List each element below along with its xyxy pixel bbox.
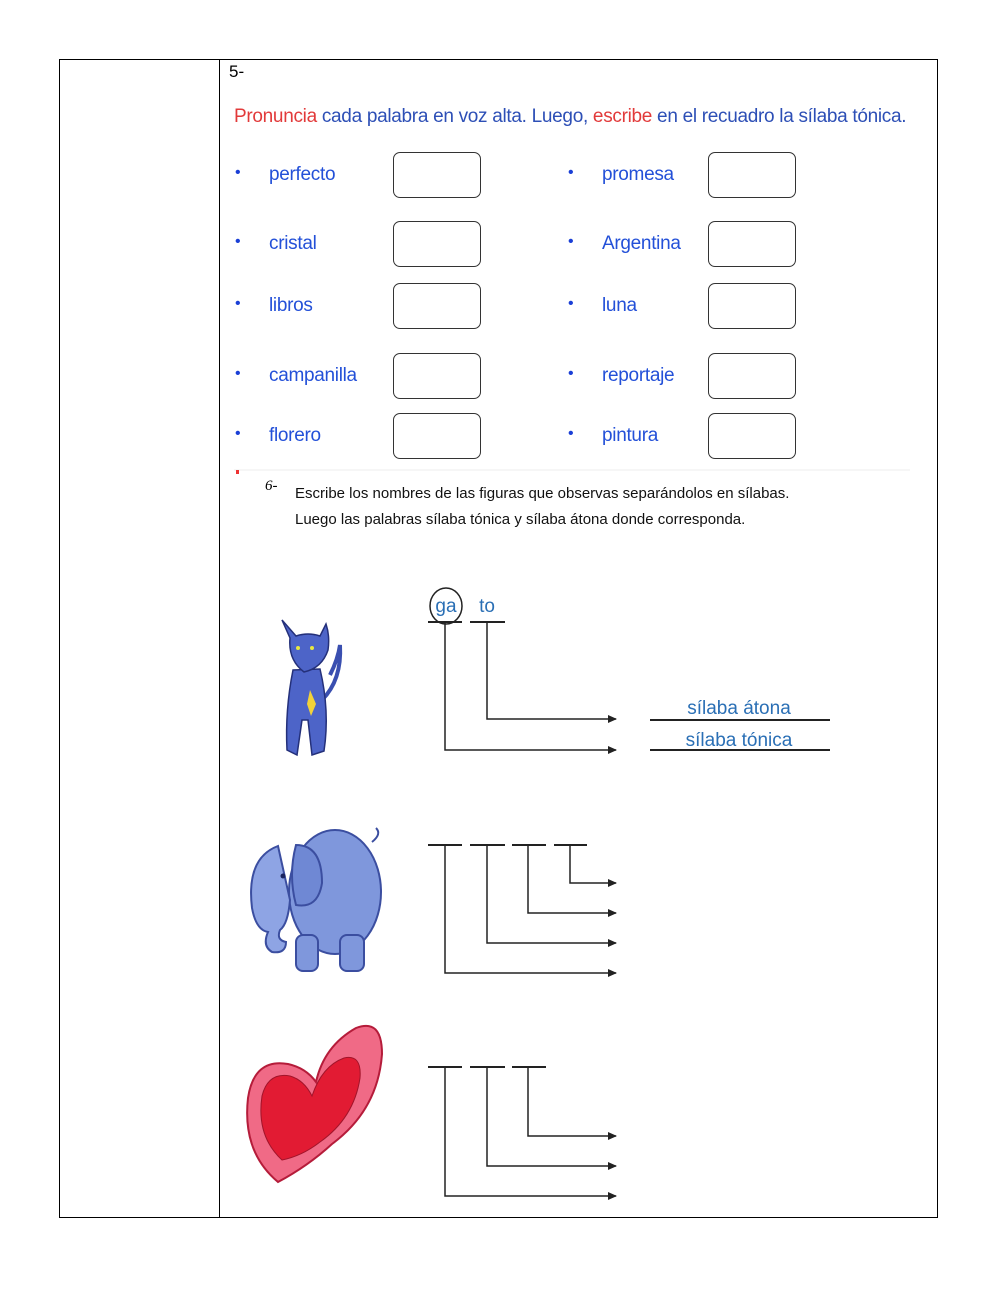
elephant-head <box>251 846 290 952</box>
instruction-line-2: Luego las palabras sílaba tónica y sílaba átona donde corresponda. <box>295 511 746 528</box>
instruction-text-1: cada palabra en voz alta. Luego, <box>316 106 593 127</box>
bullet: • <box>568 425 574 442</box>
bullet: • <box>568 233 574 250</box>
cat-body <box>287 669 327 755</box>
cat-illustration <box>282 620 340 755</box>
gato-diagram <box>428 588 830 751</box>
word-label: Argentina <box>602 233 681 254</box>
word-label: libros <box>269 295 313 316</box>
connector-arrow <box>528 845 616 913</box>
corazon-diagram <box>428 1067 616 1196</box>
connector-arrow <box>487 845 616 943</box>
cat-eye <box>296 646 300 650</box>
connector-arrow <box>487 1067 616 1166</box>
label-silaba-atona: sílaba átona <box>687 698 791 719</box>
word-label: pintura <box>602 425 658 446</box>
bullet: • <box>235 164 241 181</box>
bullet: • <box>235 295 241 312</box>
connector-arrow <box>445 845 616 973</box>
word-label: luna <box>602 295 637 316</box>
exercise-5-number: 5- <box>229 62 245 81</box>
word-label: promesa <box>602 164 674 185</box>
bullet: • <box>568 365 574 382</box>
bullet: • <box>568 164 574 181</box>
bullet: • <box>235 365 241 382</box>
connector-arrow <box>445 1067 616 1196</box>
label-silaba-tonica: sílaba tónica <box>685 730 793 751</box>
elephant-eye <box>281 874 286 879</box>
elefante-diagram <box>428 845 616 973</box>
instruction-keyword-pronuncia: Pronuncia <box>234 106 317 127</box>
cat-eye <box>310 646 314 650</box>
syllable-to: to <box>479 596 495 617</box>
heart-illustration <box>247 1026 382 1182</box>
connector-arrow <box>528 1067 616 1136</box>
word-label: cristal <box>269 233 317 254</box>
instruction-text-2: en el recuadro la sílaba tónica. <box>652 106 907 127</box>
elephant-tail <box>372 828 378 842</box>
elephant-leg <box>296 935 318 971</box>
connector-arrow <box>570 845 616 883</box>
elephant-leg <box>340 935 364 971</box>
exercise-6-number: 6- <box>265 478 278 494</box>
cat-head <box>282 620 329 672</box>
red-mark <box>236 470 239 474</box>
bullet: • <box>235 233 241 250</box>
word-label: florero <box>269 425 321 446</box>
bullet: • <box>235 425 241 442</box>
word-label: perfecto <box>269 164 336 185</box>
bullet: • <box>568 295 574 312</box>
connector-arrow <box>445 622 616 750</box>
elephant-illustration <box>251 828 381 971</box>
word-label: reportaje <box>602 365 675 386</box>
instruction-line-1: Escribe los nombres de las figuras que observas separándolos en sílabas. <box>295 485 790 502</box>
word-label: campanilla <box>269 365 357 386</box>
syllable-ga: ga <box>435 596 457 617</box>
connector-arrow <box>487 622 616 719</box>
instruction-keyword-escribe: escribe <box>592 106 653 127</box>
